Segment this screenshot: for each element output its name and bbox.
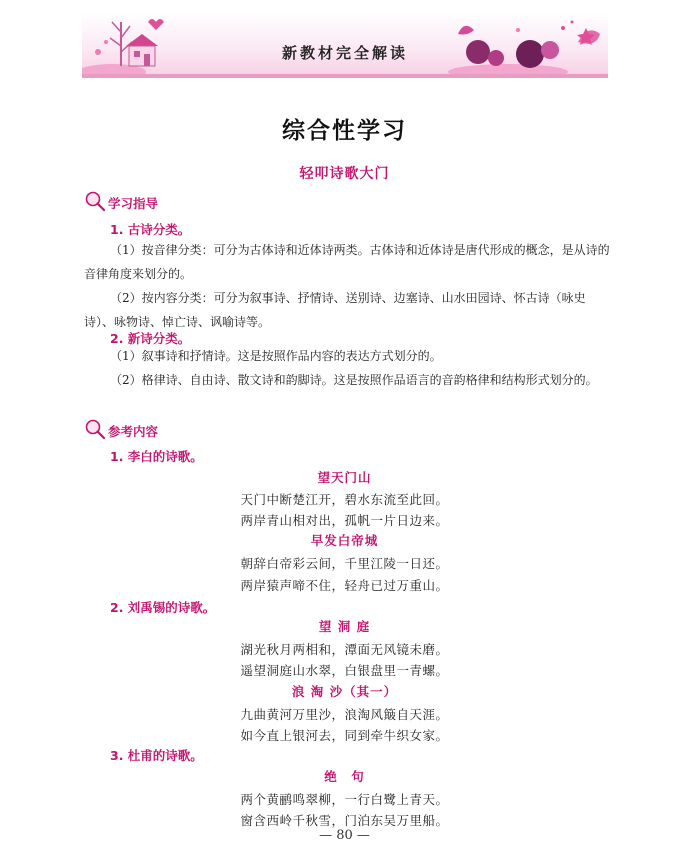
poem-title: 绝 句 <box>324 769 365 784</box>
poem-line: 两个黄鹂鸣翠柳，一行白鹭上青天。 <box>240 792 449 807</box>
guide-paragraph-1: （1）按音律分类：可分为古体诗和近体诗两类。古体诗和近体诗是唐代形成的概念，是从诗的音律角度来划分的。 <box>84 243 610 281</box>
reference-label: 参考内容 <box>108 424 159 439</box>
poem-line: 朝辞白帝彩云间，千里江陵一日还。 <box>240 556 449 571</box>
header-rule <box>82 74 608 78</box>
poem-line: 九曲黄河万里沙，浪淘风簸自天涯。 <box>240 707 449 722</box>
magnifier-icon <box>84 418 108 440</box>
poem-title: 浪 淘 沙（其一） <box>291 684 398 699</box>
study-guide-label: 学习指导 <box>108 196 159 211</box>
poem-line: 遥望洞庭山水翠，白银盘里一青螺。 <box>240 663 449 678</box>
guide-paragraph-3: （1）叙事诗和抒情诗。这是按照作品内容的表达方式划分的。 <box>110 349 442 363</box>
reference-point-3: 3. 杜甫的诗歌。 <box>110 748 203 763</box>
poem-line: 两岸青山相对出，孤帆一片日边来。 <box>240 513 449 528</box>
guide-paragraph-2: （2）按内容分类：可分为叙事诗、抒情诗、送别诗、边塞诗、山水田园诗、怀古诗（咏史诗）、咏物诗、悼亡诗、讽喻诗等。 <box>84 291 586 329</box>
poem-line: 天门中断楚江开，碧水东流至此回。 <box>240 492 449 507</box>
poem-title: 望 洞 庭 <box>318 619 371 634</box>
page-header <box>82 12 608 78</box>
poem-title: 望天门山 <box>317 470 372 485</box>
poem-line: 两岸猿声啼不住，轻舟已过万重山。 <box>240 578 449 593</box>
book-series-title: 新教材完全解读 <box>281 44 408 62</box>
page-title: 综合性学习 <box>282 117 407 144</box>
poem-line: 窗含西岭千秋雪，门泊东吴万里船。 <box>240 813 449 828</box>
poem-title: 早发白帝城 <box>310 533 379 548</box>
guide-paragraph-4: （2）格律诗、自由诗、散文诗和韵脚诗。这是按照作品语言的音韵格律和结构形式划分的。 <box>110 373 598 387</box>
poem-line: 湖光秋月两相和，潭面无风镜未磨。 <box>240 642 449 657</box>
guide-point-2: 2. 新诗分类。 <box>110 331 191 346</box>
page-number: — 80 — <box>319 828 370 843</box>
reference-point-1: 1. 李白的诗歌。 <box>110 449 203 464</box>
magnifier-icon <box>84 190 108 212</box>
reference-point-2: 2. 刘禹锡的诗歌。 <box>110 600 216 615</box>
poem-line: 如今直上银河去，同到牵牛织女家。 <box>240 728 449 743</box>
guide-point-1: 1. 古诗分类。 <box>110 222 191 237</box>
section-subtitle: 轻叩诗歌大门 <box>299 166 390 182</box>
